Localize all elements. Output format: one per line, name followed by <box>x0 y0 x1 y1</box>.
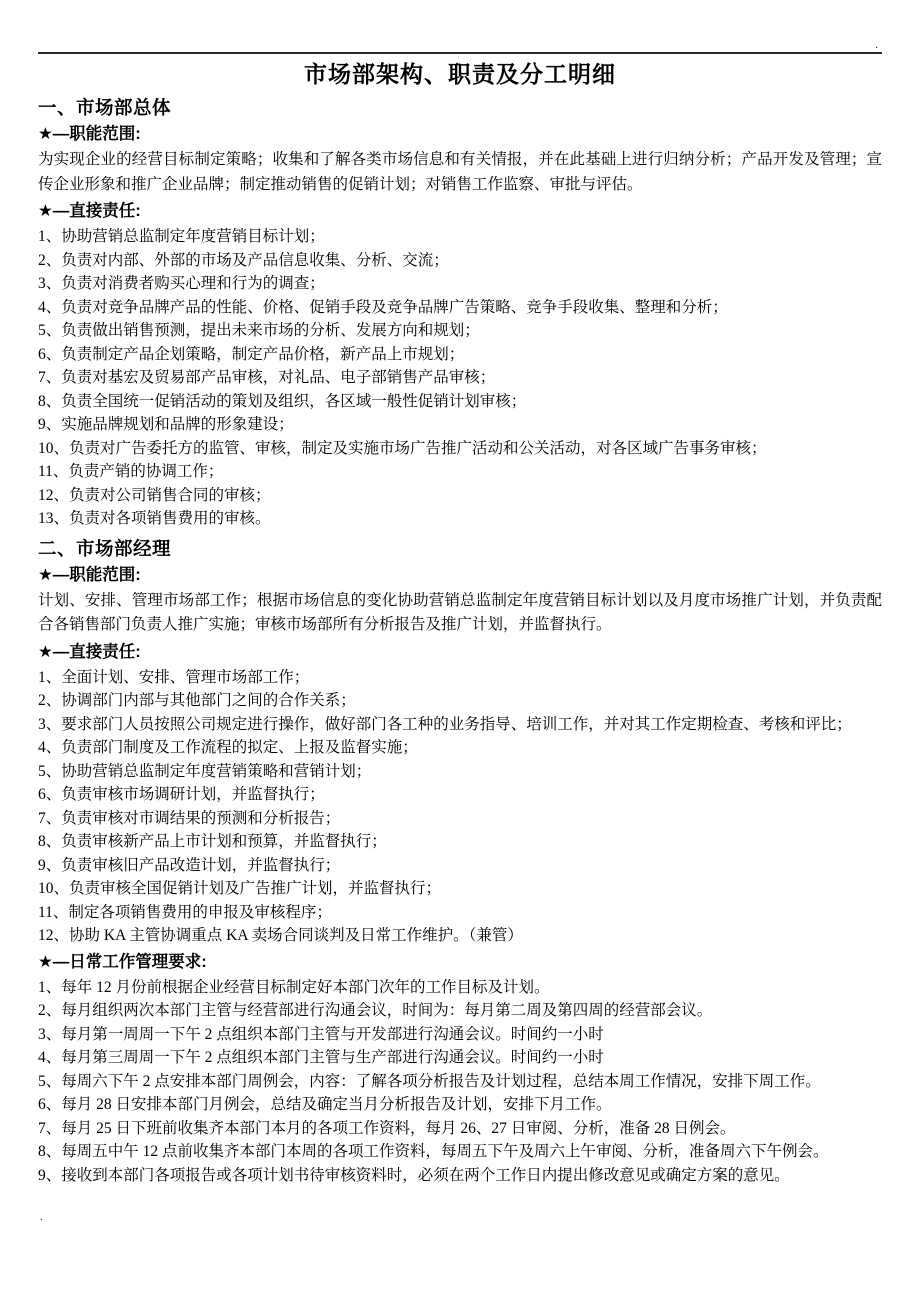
list-item: 9、实施品牌规划和品牌的形象建设； <box>38 416 294 433</box>
list-item: 1、每年 12 月份前根据企业经营目标制定好本部门次年的工作目标及计划。 <box>38 978 550 996</box>
star-heading: ★—职能范围: <box>38 125 141 143</box>
star-heading: ★—直接责任: <box>38 202 141 220</box>
duty-list <box>38 666 882 948</box>
star-heading: ★—日常工作管理要求: <box>38 952 207 971</box>
list-item: 10、负责对广告委托方的监管、审核，制定及实施市场广告推广活动和公关活动，对各区域广告事务审核； <box>38 439 767 457</box>
paragraph: 计划、安排、管理市场部工作；根据市场信息的变化协助营销总监制定年度营销目标计划以及月度市场推广计划，并负责配合各销售部门负责人推广实施；审核市场部所有分析报告及推广计划，并监督执行。 <box>38 591 882 633</box>
list-item: 5、负责做出销售预测，提出未来市场的分析、发展方向和规划； <box>38 322 480 339</box>
list-item: 13、负责对各项销售费用的审核。 <box>38 510 271 527</box>
star-heading: ★—直接责任: <box>38 642 141 661</box>
list-item: 3、负责对消费者购买心理和行为的调查； <box>38 275 325 292</box>
footer-dot: . <box>40 1211 43 1223</box>
section-heading: 一、市场部总体 <box>38 97 172 118</box>
list-item: 11、制定各项销售费用的申报及审核程序； <box>38 903 332 921</box>
page-title: 市场部架构、职责及分工明细 <box>304 61 616 87</box>
top-right-dot: . <box>875 39 878 51</box>
document-body <box>38 96 882 1187</box>
list-item: 9、负责审核旧产品改造计划，并监督执行； <box>38 856 341 874</box>
list-item: 7、每月 25 日下班前收集齐本部门本月的各项工作资料，每月 26、27 日审阅、分析，准备 28 日例会。 <box>38 1119 736 1137</box>
list-item: 7、负责对基宏及贸易部产品审核，对礼品、电子部销售产品审核； <box>38 369 496 386</box>
list-item: 5、协助营销总监制定年度营销策略和营销计划； <box>38 762 372 780</box>
duty-list <box>38 225 882 531</box>
list-item: 2、协调部门内部与其他部门之间的合作关系； <box>38 692 356 709</box>
list-item: 10、负责审核全国促销计划及广告推广计划，并监督执行； <box>38 880 442 897</box>
list-item: 5、每周六下午 2 点安排本部门周例会，内容：了解各项分析报告及计划过程，总结本周工作情况，安排下周工作。 <box>38 1072 821 1090</box>
list-item: 6、负责审核市场调研计划，并监督执行； <box>38 786 325 803</box>
section-heading: 二、市场部经理 <box>38 537 172 559</box>
list-item: 2、每月组织两次本部门主管与经营部进行沟通会议，时间为：每月第二周及第四周的经营部会议。 <box>38 1002 713 1019</box>
list-item: 3、每月第一周周一下午 2 点组织本部门主管与开发部进行沟通会议。时间约一小时 <box>38 1025 604 1043</box>
list-item: 7、负责审核对市调结果的预测和分析报告； <box>38 809 341 827</box>
duty-list <box>38 976 882 1188</box>
list-item: 4、负责部门制度及工作流程的拟定、上报及监督实施； <box>38 739 418 756</box>
list-item: 11、负责产销的协调工作； <box>38 463 224 480</box>
list-item: 9、接收到本部门各项报告或各项计划书待审核资料时，必须在两个工作日内提出修改意见或确定方案的意见。 <box>38 1166 790 1184</box>
list-item: 8、每周五中午 12 点前收集齐本部门本周的各项工作资料，每周五下午及周六上午审阅、分析，准备周六下午例会。 <box>38 1143 829 1160</box>
list-item: 2、负责对内部、外部的市场及产品信息收集、分析、交流； <box>38 251 449 269</box>
list-item: 1、全面计划、安排、管理市场部工作； <box>38 668 310 686</box>
list-item: 8、负责审核新产品上市计划和预算，并监督执行； <box>38 833 387 850</box>
list-item: 6、负责制定产品企划策略，制定产品价格，新产品上市规划； <box>38 345 465 363</box>
list-item: 4、每月第三周周一下午 2 点组织本部门主管与生产部进行沟通会议。时间约一小时 <box>38 1049 604 1066</box>
list-item: 12、负责对公司销售合同的审核； <box>38 486 271 504</box>
list-item: 8、负责全国统一促销活动的策划及组织，各区域一般性促销计划审核； <box>38 392 527 410</box>
list-item: 3、要求部门人员按照公司规定进行操作，做好部门各工种的业务指导、培训工作，并对其工作定期检查、考核和评比； <box>38 715 852 733</box>
paragraph: 为实现企业的经营目标制定策略；收集和了解各类市场信息和有关情报，并在此基础上进行归纳分析；产品开发及管理；宣传企业形象和推广企业品牌；制定推动销售的促销计划；对销售工作监察、审批与评估。 <box>38 151 882 193</box>
star-heading: ★—职能范围: <box>38 565 141 584</box>
list-item: 6、每月 28 日安排本部门月例会，总结及确定当月分析报告及计划，安排下月工作。 <box>38 1096 612 1113</box>
header-rule <box>38 52 882 54</box>
list-item: 4、负责对竞争品牌产品的性能、价格、促销手段及竞争品牌广告策略、竞争手段收集、整理和分析； <box>38 298 728 316</box>
list-item: 1、协助营销总监制定年度营销目标计划； <box>38 228 325 245</box>
list-item: 12、协助 KA 主管协调重点 KA 卖场合同谈判及日常工作维护。（兼管） <box>38 927 523 944</box>
